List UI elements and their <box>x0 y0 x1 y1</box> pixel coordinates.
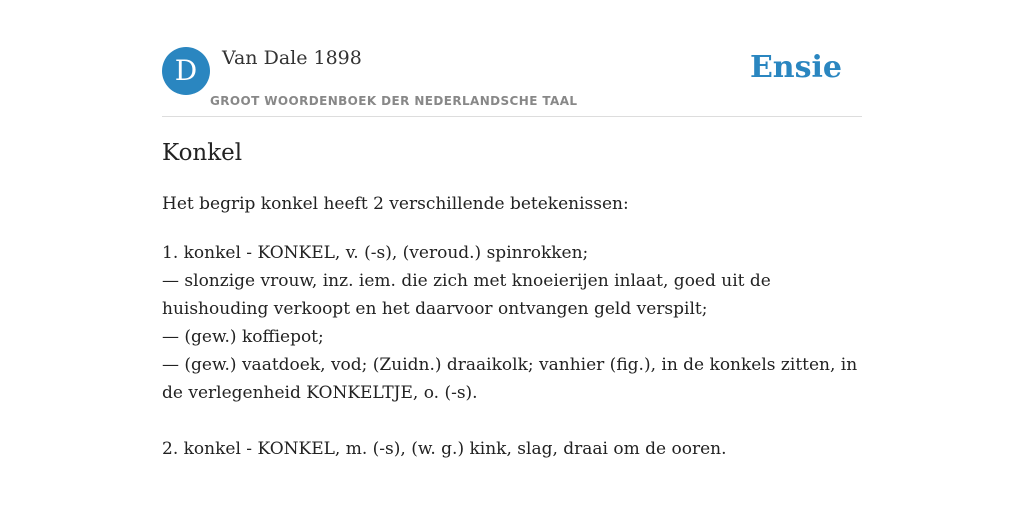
definition-line: de verlegenheid KONKELTJE, o. (-s). <box>162 383 478 403</box>
definition-2 <box>162 435 866 463</box>
source-header <box>162 46 862 117</box>
definition-line: — slonzige vrouw, inz. iem. die zich met knoeierijen inlaat, goed uit de <box>162 271 771 291</box>
entry-title: Konkel <box>162 140 243 166</box>
brand-logo[interactable]: Ensie <box>749 50 842 85</box>
definition-line: — (gew.) vaatdoek, vod; (Zuidn.) draaikolk; vanhier (fig.), in de konkels zitten, in <box>162 355 858 375</box>
definition-line: huishouding verkoopt en het daarvoor ontvangen geld verspilt; <box>162 299 708 319</box>
source-logo: D <box>162 47 210 95</box>
source-title[interactable]: Van Dale 1898 <box>222 47 362 69</box>
definition-line: — (gew.) koffiepot; <box>162 327 324 347</box>
source-subtitle: GROOT WOORDENBOEK DER NEDERLANDSCHE TAAL <box>210 94 578 108</box>
definition-line: 2. konkel - KONKEL, m. (-s), (w. g.) kink, slag, draai om de ooren. <box>162 439 727 459</box>
definition-1 <box>162 239 866 407</box>
definition-line: 1. konkel - KONKEL, v. (-s), (veroud.) spinrokken; <box>162 243 589 263</box>
entry-intro: Het begrip konkel heeft 2 verschillende betekenissen: <box>162 194 629 214</box>
